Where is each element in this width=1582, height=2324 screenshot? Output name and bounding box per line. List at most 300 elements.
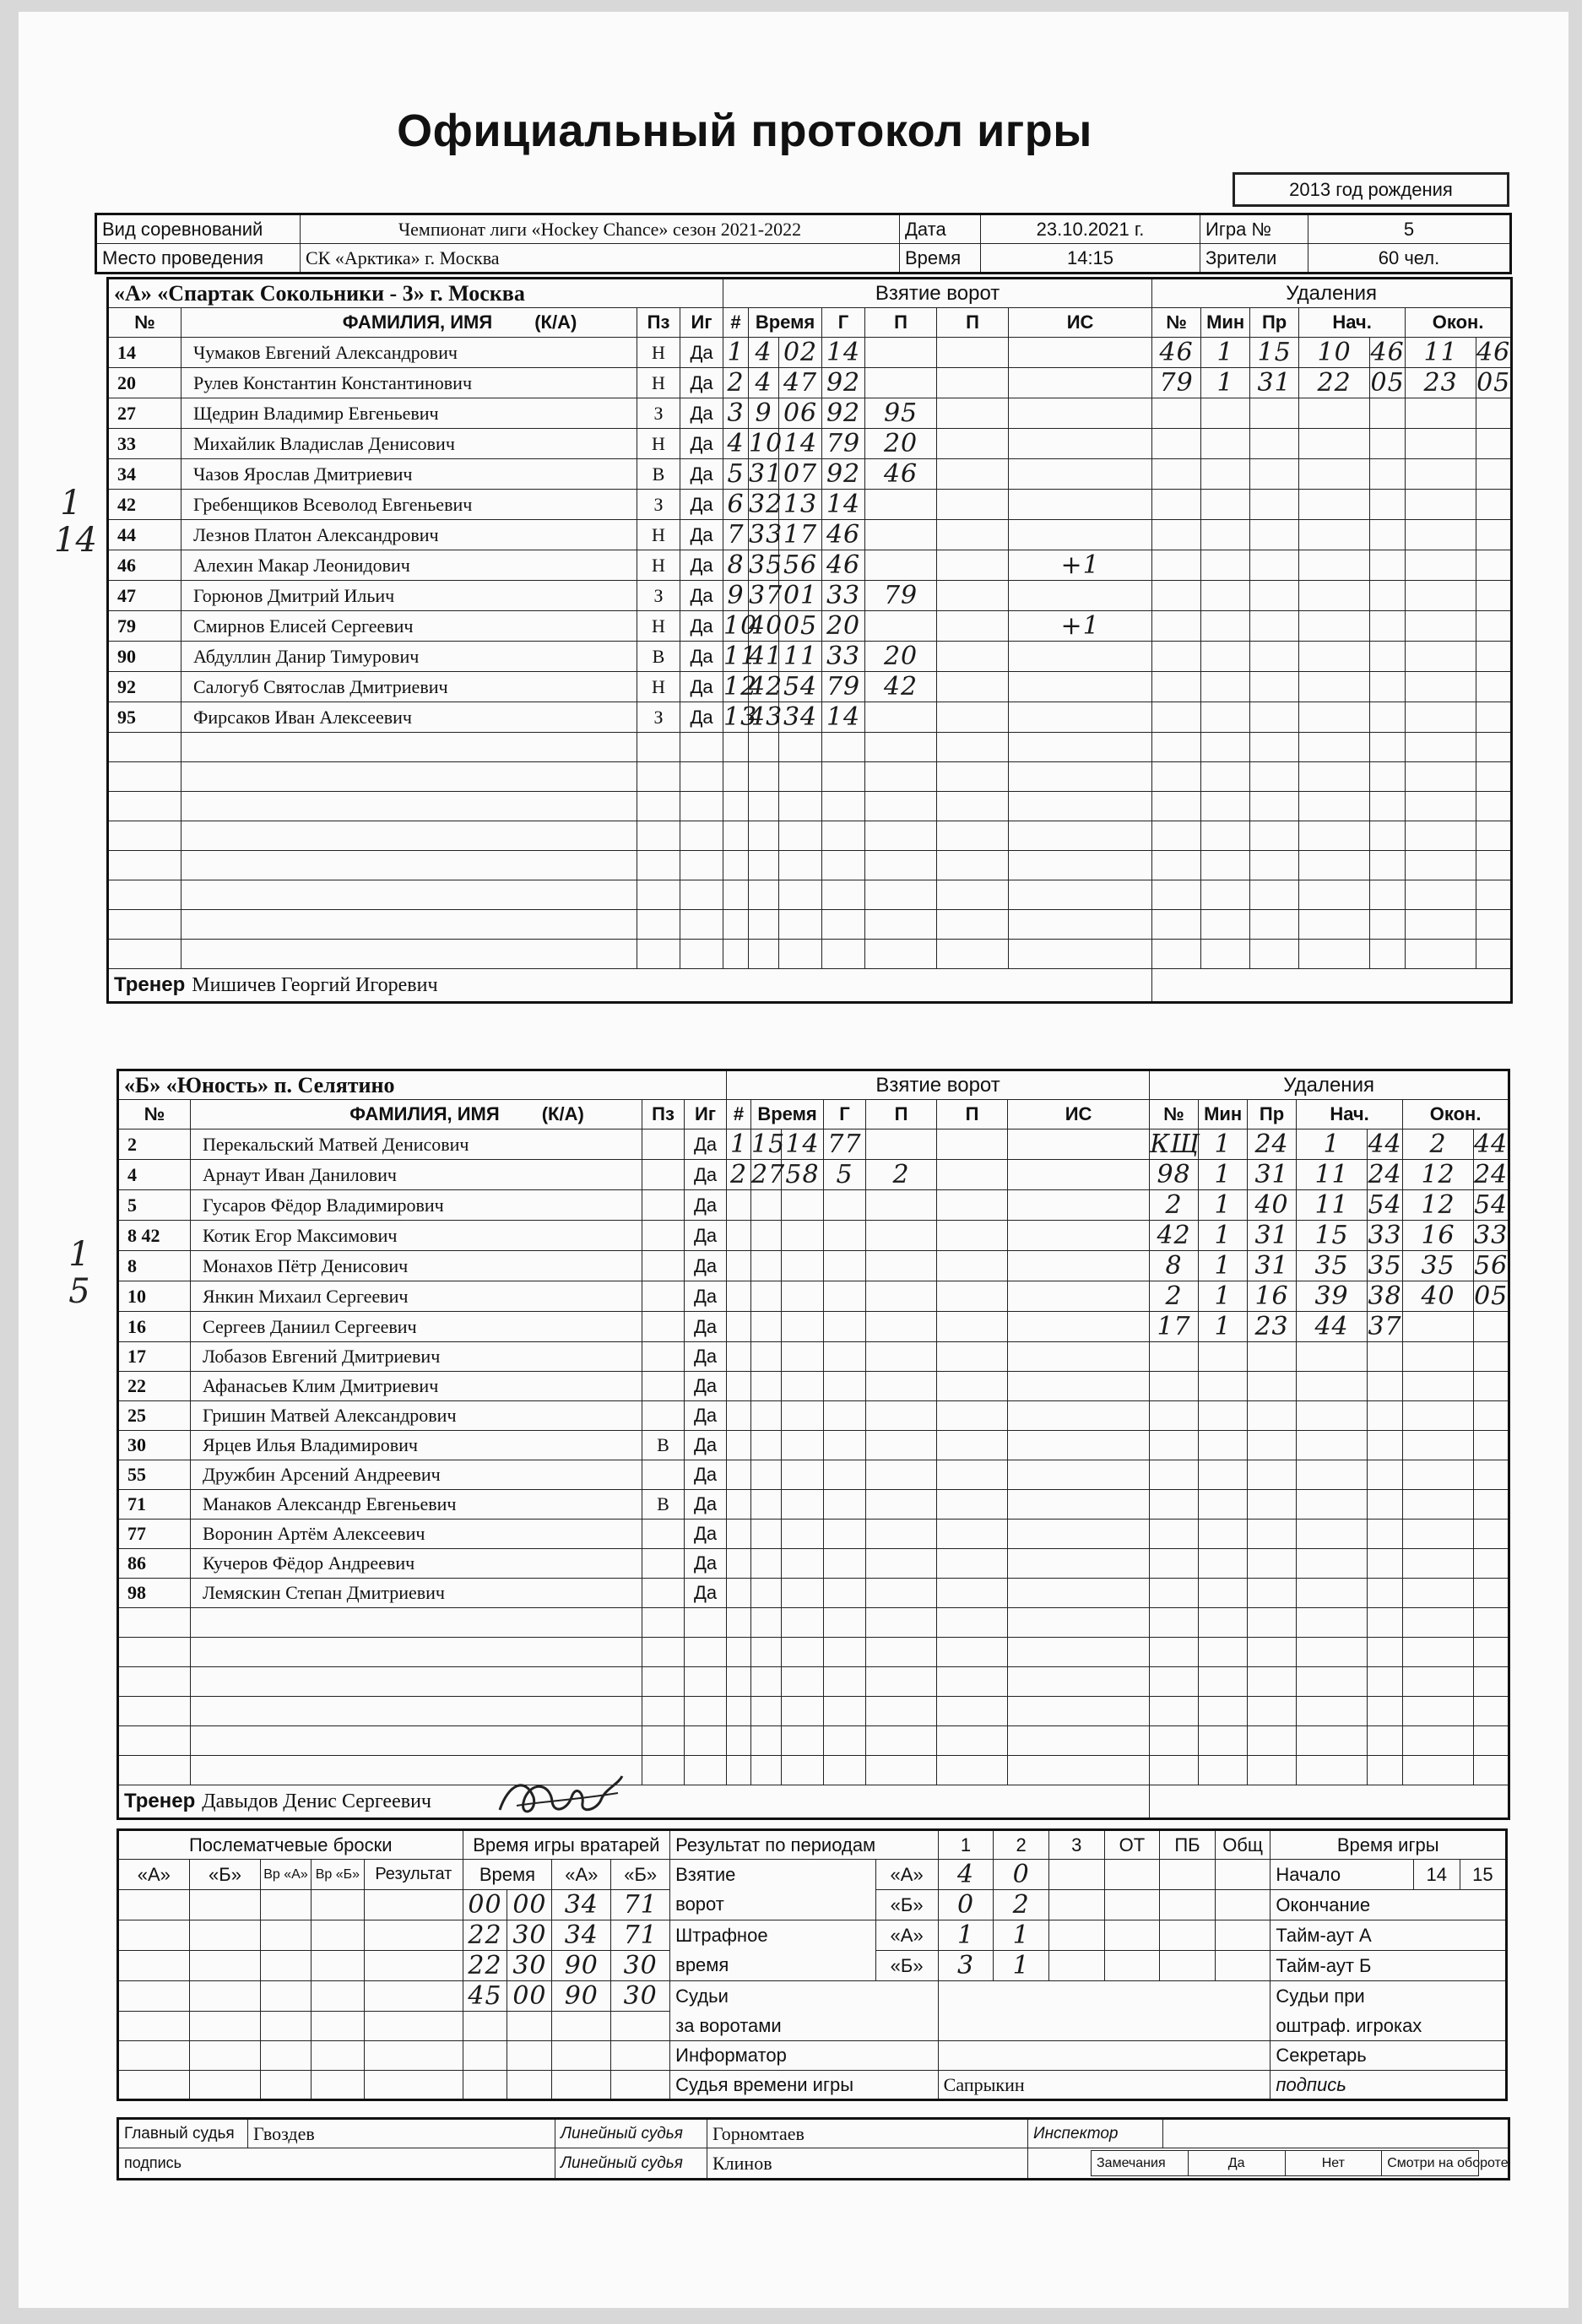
team_a-goal-assist-2 <box>937 733 1009 762</box>
team_b-goal-second: 14 <box>782 1129 824 1160</box>
team_a-col-min-header: Мин <box>1201 308 1250 338</box>
team_b-goal-scorer <box>824 1221 866 1251</box>
team_b-goal-assist-1 <box>866 1281 937 1312</box>
team_a-goal-assist-2 <box>937 792 1009 821</box>
team_a-player-position <box>637 762 680 792</box>
team_a-goal-number <box>723 733 749 762</box>
team_a-player-name: Рулев Константин Константинович <box>181 368 637 398</box>
team_a-penalty-reason <box>1250 642 1299 672</box>
team_b-goal-scorer <box>824 1342 866 1372</box>
team_b-goal-situation <box>1008 1667 1150 1697</box>
team_b-player-played <box>685 1726 727 1756</box>
team_b-goal-assist-1 <box>866 1190 937 1221</box>
team_a-penalty-player <box>1152 851 1201 880</box>
team_a-player-number <box>108 733 181 762</box>
team_a-goal-minute: 43 <box>749 702 783 732</box>
team_b-goal-assist-2 <box>937 1520 1008 1549</box>
team_b-penalty-end-min <box>1403 1372 1474 1401</box>
team_b-penalty-end-min: 16 <box>1403 1221 1474 1251</box>
team_b-goal-number <box>727 1520 751 1549</box>
team_b-goal-scorer <box>824 1431 866 1460</box>
team_b-player-number: 77 <box>118 1520 191 1549</box>
team_b-penalty-minutes: 1 <box>1199 1160 1248 1190</box>
team_b-penalty-reason <box>1248 1579 1297 1608</box>
team_b-player-number: 86 <box>118 1549 191 1579</box>
team_b-goal-second <box>782 1281 824 1312</box>
team_a-penalty-end-min <box>1406 429 1476 459</box>
team_b-penalty-reason: 24 <box>1248 1129 1297 1160</box>
linesman-2-label: Линейный судья <box>555 2148 707 2180</box>
team_a-penalty-start-min <box>1299 940 1370 969</box>
team_a-penalty-minutes <box>1201 550 1250 581</box>
team_a-goal-assist-1: 20 <box>865 429 937 459</box>
team_b-goal-assist-1 <box>866 1697 937 1726</box>
team_a-goal-situation <box>1009 398 1152 429</box>
team_a-penalty-minutes <box>1201 733 1250 762</box>
team_b-player-number: 25 <box>118 1401 191 1431</box>
team_a-goal-second <box>779 762 822 792</box>
team_a-penalty-player <box>1152 880 1201 910</box>
team_b-player-played: Да <box>685 1221 727 1251</box>
team_a-goal-assist-2 <box>937 611 1009 642</box>
team_b-goal-minute <box>751 1431 782 1460</box>
gk-row-1-b: 71 <box>611 1890 670 1920</box>
shootout-gk-a-header: Вр «А» <box>261 1860 311 1890</box>
team_a-goal-situation <box>1009 940 1152 969</box>
team_b-player-number: 16 <box>118 1312 191 1342</box>
team_b-penalty-end-sec <box>1474 1579 1509 1608</box>
team_b-goal-minute <box>751 1726 782 1756</box>
team_a-row <box>108 459 1512 490</box>
start-label: Начало <box>1270 1860 1413 1890</box>
team_a-goal-situation <box>1009 702 1152 733</box>
team_b-goal-assist-1 <box>866 1221 937 1251</box>
team_b-penalty-minutes: 1 <box>1199 1251 1248 1281</box>
remarks-yes[interactable]: Да <box>1188 2151 1285 2176</box>
team_b-row <box>118 1579 1509 1608</box>
team_b-player-position <box>642 1549 685 1579</box>
team_b-penalty-minutes <box>1199 1579 1248 1608</box>
team_b-goal-situation <box>1008 1608 1150 1638</box>
team_a-penalty-start-min <box>1299 520 1370 550</box>
team_a-player-number <box>108 910 181 940</box>
team_b-goal-second <box>782 1579 824 1608</box>
team_b-player-position <box>642 1756 685 1785</box>
team_a-penalty-start-min <box>1299 672 1370 702</box>
team_a-goal-scorer: 14 <box>822 338 865 368</box>
chief-referee-label: Главный судья <box>118 2119 248 2148</box>
end-label: Окончание <box>1270 1890 1507 1920</box>
team_b-player-name: Котик Егор Максимович <box>191 1221 642 1251</box>
team_b-player-number: 22 <box>118 1372 191 1401</box>
team_a-penalty-start-sec <box>1370 581 1406 611</box>
team_b-goal-second: 58 <box>782 1160 824 1190</box>
team_b-penalty-end-min <box>1403 1608 1474 1638</box>
team_b-col-name-header <box>191 1100 642 1129</box>
team_b-goal-assist-2 <box>937 1342 1008 1372</box>
team_a-player-name: Лезнов Платон Александрович <box>181 520 637 550</box>
team_a-penalty-start-min <box>1299 581 1370 611</box>
remarks-no[interactable]: Нет <box>1285 2151 1382 2176</box>
game-time-title: Время игры <box>1270 1830 1507 1860</box>
team_b-goal-assist-1 <box>866 1251 937 1281</box>
team_a-penalty-start-sec <box>1370 792 1406 821</box>
team_b-col-is-header: ИС <box>1008 1100 1150 1129</box>
team_b-player-position <box>642 1401 685 1431</box>
team_b-col-p-header: П <box>866 1100 937 1129</box>
goal-judges-label-1: Судьи <box>675 1985 729 2007</box>
team_a-goal-scorer <box>822 762 865 792</box>
team_a-penalty-minutes <box>1201 672 1250 702</box>
team_b-penalty-minutes <box>1199 1401 1248 1431</box>
team_b-goal-assist-1: 2 <box>866 1160 937 1190</box>
periods-title: Результат по периодам <box>670 1830 939 1860</box>
team_b-goal-number <box>727 1608 751 1638</box>
team_b-col-num-header: № <box>1150 1100 1199 1129</box>
team_a-penalty-start-sec <box>1370 429 1406 459</box>
team_b-player-played: Да <box>685 1129 727 1160</box>
team_a-player-position: Н <box>637 368 680 398</box>
team_b-goal-number <box>727 1342 751 1372</box>
team_b-penalty-end-min <box>1403 1667 1474 1697</box>
team_b-penalty-end-sec <box>1474 1312 1509 1342</box>
team_b-penalty-reason <box>1248 1460 1297 1490</box>
team_b-goal-second <box>782 1756 824 1785</box>
team_b-goal-assist-2 <box>937 1579 1008 1608</box>
team_a-penalty-end-sec <box>1476 851 1512 880</box>
team_b-goal-assist-1 <box>866 1638 937 1667</box>
team_a-penalty-reason <box>1250 550 1299 581</box>
timeout-a-label: Тайм-аут А <box>1270 1920 1507 1951</box>
team_a-goal-scorer: 14 <box>822 702 865 733</box>
start-hour: 14 <box>1413 1860 1460 1890</box>
team_b-goal-number <box>727 1726 751 1756</box>
team_a-title: «А» «Спартак Сокольники - 3» г. Москва <box>108 279 723 308</box>
shootout-gk-b-header: Вр «Б» <box>311 1860 365 1890</box>
team_a-col-is-header: ИС <box>1009 308 1152 338</box>
team_a-penalty-end-min <box>1406 550 1476 581</box>
team_a-goal-minute <box>749 940 779 969</box>
team_a-row <box>108 910 1512 940</box>
team_b-row <box>118 1251 1509 1281</box>
team_a-goal-assist-1 <box>865 368 937 398</box>
team_a-col-p-header: П <box>937 308 1009 338</box>
period-3: 3 <box>1048 1830 1104 1860</box>
team_a-penalty-minutes <box>1201 880 1250 910</box>
team_a-player-number <box>108 880 181 910</box>
team_b-goal-assist-1 <box>866 1579 937 1608</box>
team_b-penalty-start-min: 11 <box>1297 1190 1368 1221</box>
period-1: 1 <box>938 1830 994 1860</box>
team_b-penalty-minutes <box>1199 1460 1248 1490</box>
team_a-penalty-end-sec <box>1476 611 1512 642</box>
team_b-goal-second <box>782 1401 824 1431</box>
team_b-penalty-player: 2 <box>1150 1281 1199 1312</box>
team_b-penalty-reason <box>1248 1520 1297 1549</box>
team_b-penalty-start-sec: 38 <box>1368 1281 1402 1311</box>
team_a-penalty-minutes <box>1201 459 1250 490</box>
team_a-player-number: 90 <box>108 642 181 672</box>
team_b-player-played: Да <box>685 1281 727 1312</box>
team_b-player-played: Да <box>685 1190 727 1221</box>
team_b-goal-situation <box>1008 1431 1150 1460</box>
team_b-coach-name: Давыдов Денис Сергеевич <box>202 1790 431 1812</box>
team_b-penalty-end-min <box>1403 1342 1474 1372</box>
team_a-col-start-header: Нач. <box>1299 308 1406 338</box>
team_a-row <box>108 611 1512 642</box>
team_b-penalty-player: 8 <box>1150 1251 1199 1281</box>
team_a-goal-scorer: 92 <box>822 398 865 429</box>
team_a-goal-number: 7 <box>723 520 749 550</box>
team_a-player-number: 44 <box>108 520 181 550</box>
team_a-player-number: 14 <box>108 338 181 368</box>
team_a-goal-scorer <box>822 851 865 880</box>
team_b-penalty-start-sec <box>1368 1638 1403 1667</box>
team_b-penalty-end-sec: 56 <box>1474 1251 1509 1281</box>
team_a-penalty-end-min <box>1406 792 1476 821</box>
penalty-judges-label-2: oштраф. игроках <box>1270 2012 1507 2041</box>
team_b-penalty-minutes <box>1199 1431 1248 1460</box>
team_b-player-position <box>642 1520 685 1549</box>
team_b-player-position <box>642 1460 685 1490</box>
team_b-player-played: Да <box>685 1372 727 1401</box>
protocol-sheet <box>19 12 1568 2308</box>
team_b-row <box>118 1129 1509 1160</box>
team_b-goal-second <box>782 1549 824 1579</box>
team_a-player-name: Чумаков Евгений Александрович <box>181 338 637 368</box>
team_a-player-played: Да <box>680 672 723 702</box>
team_b-player-position <box>642 1221 685 1251</box>
team_a-player-position: Н <box>637 672 680 702</box>
team_a-penalty-end-min <box>1406 821 1476 851</box>
team_b-goal-scorer <box>824 1251 866 1281</box>
gk-row-1-a: 34 <box>552 1890 611 1920</box>
team_b-player-played: Да <box>685 1251 727 1281</box>
team_a-player-played <box>680 733 723 762</box>
team_a-player-position: З <box>637 398 680 429</box>
date-value: 23.10.2021 г. <box>981 214 1200 244</box>
team_a-penalty-end-min <box>1406 398 1476 429</box>
team_b-goal-minute <box>751 1667 782 1697</box>
team_a-goal-assist-1 <box>865 733 937 762</box>
team_b-player-number: 8 42 <box>118 1221 191 1251</box>
team_a-name-header: ФАМИЛИЯ, ИМЯ <box>342 311 493 333</box>
team_b-goal-minute <box>751 1281 782 1312</box>
team_a-penalty-end-sec <box>1476 672 1512 702</box>
team_b-penalty-start-sec: 24 <box>1368 1160 1402 1189</box>
team_a-goal-assist-2 <box>937 581 1009 611</box>
margin-note-b-bottom: 5 <box>68 1272 90 1311</box>
team_b-goal-second <box>782 1726 824 1756</box>
team_a-player-name <box>181 940 637 969</box>
team_b-penalty-start-sec <box>1368 1756 1403 1785</box>
team_a-player-position <box>637 940 680 969</box>
team_b-penalty-end-sec <box>1474 1431 1509 1460</box>
team_a-player-played <box>680 940 723 969</box>
team_b-row <box>118 1372 1509 1401</box>
team_a-goal-second <box>779 910 822 940</box>
team_a-goal-number <box>723 910 749 940</box>
team_a-goal-number: 9 <box>723 581 749 611</box>
team_a-penalty-start-min <box>1299 762 1370 792</box>
team_b-goal-scorer <box>824 1401 866 1431</box>
team_b-goal-situation <box>1008 1190 1150 1221</box>
team_b-player-played: Да <box>685 1549 727 1579</box>
team_b-row <box>118 1726 1509 1756</box>
team_b-player-played: Да <box>685 1160 727 1190</box>
team_a-goal-assist-1: 42 <box>865 672 937 702</box>
team_b-col-played-header: Иг <box>685 1100 727 1129</box>
team_b-penalty-end-sec: 24 <box>1474 1160 1509 1189</box>
team_a-goal-assist-2 <box>937 550 1009 581</box>
gk-a-header: «А» <box>552 1860 611 1890</box>
team_a-goal-number <box>723 940 749 969</box>
team_a-player-name <box>181 910 637 940</box>
team_a-goal-scorer <box>822 792 865 821</box>
team_a-goal-number: 13 <box>723 702 758 732</box>
team_a-penalty-reason <box>1250 520 1299 550</box>
team_a-penalty-end-min <box>1406 851 1476 880</box>
team_a-goal-assist-2 <box>937 821 1009 851</box>
team_a-goal-assist-2 <box>937 459 1009 490</box>
penalty-b-p2: 1 <box>994 1951 1049 1981</box>
team_b-row <box>118 1608 1509 1638</box>
team_b-goal-minute <box>751 1372 782 1401</box>
team_a-goal-number: 6 <box>723 490 749 520</box>
team_a-player-number: 47 <box>108 581 181 611</box>
team_b-penalty-reason <box>1248 1667 1297 1697</box>
gk-time-title: Время игры вратарей <box>463 1830 670 1860</box>
team_a-player-played: Да <box>680 550 723 581</box>
team_a-goal-situation <box>1009 338 1152 368</box>
team_b-penalty-start-sec <box>1368 1342 1403 1372</box>
team_a-player-played: Да <box>680 702 723 733</box>
team_a-penalty-minutes <box>1201 851 1250 880</box>
team_a-player-position: З <box>637 702 680 733</box>
team_b-penalty-start-min: 35 <box>1297 1251 1368 1281</box>
team_a-player-position: В <box>637 459 680 490</box>
team_a-penalty-end-sec <box>1476 398 1512 429</box>
team_a-player-number: 79 <box>108 611 181 642</box>
goals-team-b-label: «Б» <box>875 1890 938 1920</box>
team_a-penalty-start-sec <box>1370 398 1406 429</box>
team_a-penalty-reason <box>1250 672 1299 702</box>
team_a-player-position <box>637 821 680 851</box>
team_a-penalty-end-min <box>1406 733 1476 762</box>
team_a-goal-scorer: 79 <box>822 429 865 459</box>
team_b-player-position <box>642 1190 685 1221</box>
team_b-penalty-end-min <box>1403 1638 1474 1667</box>
team_a-row <box>108 821 1512 851</box>
team_a-penalty-player <box>1152 792 1201 821</box>
team_a-goal-assist-2 <box>937 851 1009 880</box>
team_b-penalty-end-min: 12 <box>1403 1190 1474 1221</box>
team_a-penalty-end-sec <box>1476 762 1512 792</box>
team_a-penalty-player <box>1152 762 1201 792</box>
team_a-player-name: Горюнов Дмитрий Ильич <box>181 581 637 611</box>
team_b-player-position <box>642 1281 685 1312</box>
referees-table <box>116 2117 1510 2180</box>
team_b-player-number: 5 <box>118 1190 191 1221</box>
team_a-penalty-minutes: 1 <box>1201 368 1250 398</box>
team_b-player-name <box>191 1638 642 1667</box>
team_a-goal-minute: 10 <box>749 429 783 458</box>
team_a-penalty-player: 46 <box>1152 338 1201 368</box>
team_a-goal-minute <box>749 851 779 880</box>
team_b-goal-situation <box>1008 1372 1150 1401</box>
team_b-player-number: 4 <box>118 1160 191 1190</box>
team_b-goal-number: 2 <box>727 1160 751 1190</box>
team_a-goal-situation: +1 <box>1009 611 1152 642</box>
team_a-goal-assist-1: 46 <box>865 459 937 490</box>
team_a-penalty-start-sec <box>1370 611 1406 642</box>
team_b-penalty-reason <box>1248 1401 1297 1431</box>
team_b-penalty-reason <box>1248 1697 1297 1726</box>
team_b-penalty-reason <box>1248 1638 1297 1667</box>
team_b-goal-minute <box>751 1697 782 1726</box>
team_b-penalty-end-sec <box>1474 1756 1509 1785</box>
team_b-goal-assist-2 <box>937 1726 1008 1756</box>
team_b-penalty-end-min <box>1403 1520 1474 1549</box>
team_b-penalty-reason: 23 <box>1248 1312 1297 1342</box>
team_b-player-number <box>118 1726 191 1756</box>
team_a-penalty-player <box>1152 611 1201 642</box>
team_a-penalty-end-sec <box>1476 429 1512 459</box>
team_b-player-number <box>118 1638 191 1667</box>
team_a-player-played <box>680 910 723 940</box>
team_a-penalty-minutes: 1 <box>1201 338 1250 368</box>
team_b-goal-assist-2 <box>937 1190 1008 1221</box>
team_a-goal-assist-2 <box>937 642 1009 672</box>
team_b-penalty-minutes <box>1199 1667 1248 1697</box>
team_b-penalty-end-min: 2 <box>1403 1129 1474 1160</box>
team_a-goal-second: 17 <box>779 520 822 550</box>
time-value: 14:15 <box>981 244 1200 274</box>
team_a-player-number: 34 <box>108 459 181 490</box>
team_a-goal-situation <box>1009 581 1152 611</box>
team_a-penalty-end-min <box>1406 940 1476 969</box>
team_b-penalty-end-sec <box>1474 1342 1509 1372</box>
team_b-player-played: Да <box>685 1431 727 1460</box>
team_a-goal-situation: +1 <box>1009 550 1152 581</box>
team_b-goal-scorer <box>824 1608 866 1638</box>
team_b-goal-assist-1 <box>866 1726 937 1756</box>
team_a-goal-assist-2 <box>937 398 1009 429</box>
team_a-penalty-player <box>1152 581 1201 611</box>
team_a-player-position: Н <box>637 520 680 550</box>
team_a-goal-second: 56 <box>779 550 822 581</box>
spectators-value: 60 чел. <box>1308 244 1511 274</box>
team_a-penalty-player <box>1152 550 1201 581</box>
team_b-penalty-reason <box>1248 1726 1297 1756</box>
team_a-goal-situation <box>1009 368 1152 398</box>
team_a-goal-second: 06 <box>779 398 822 429</box>
team_b-player-name: Монахов Пётр Денисович <box>191 1251 642 1281</box>
team_b-goal-second <box>782 1697 824 1726</box>
team_b-penalty-start-sec <box>1368 1726 1403 1756</box>
team_b-penalty-end-sec <box>1474 1490 1509 1520</box>
team_a-goal-assist-1 <box>865 550 937 581</box>
team_b-col-g-header: Г <box>824 1100 866 1129</box>
shootouts-title: Послематчевые броски <box>118 1830 463 1860</box>
team_b-goal-assist-1 <box>866 1490 937 1520</box>
team_b-goal-situation <box>1008 1251 1150 1281</box>
gk-time-col-header: Время <box>463 1860 552 1890</box>
team_a-penalty-start-sec <box>1370 459 1406 490</box>
team_a-player-position: Н <box>637 429 680 459</box>
team_b-player-position <box>642 1579 685 1608</box>
team_b-penalty-end-min <box>1403 1579 1474 1608</box>
